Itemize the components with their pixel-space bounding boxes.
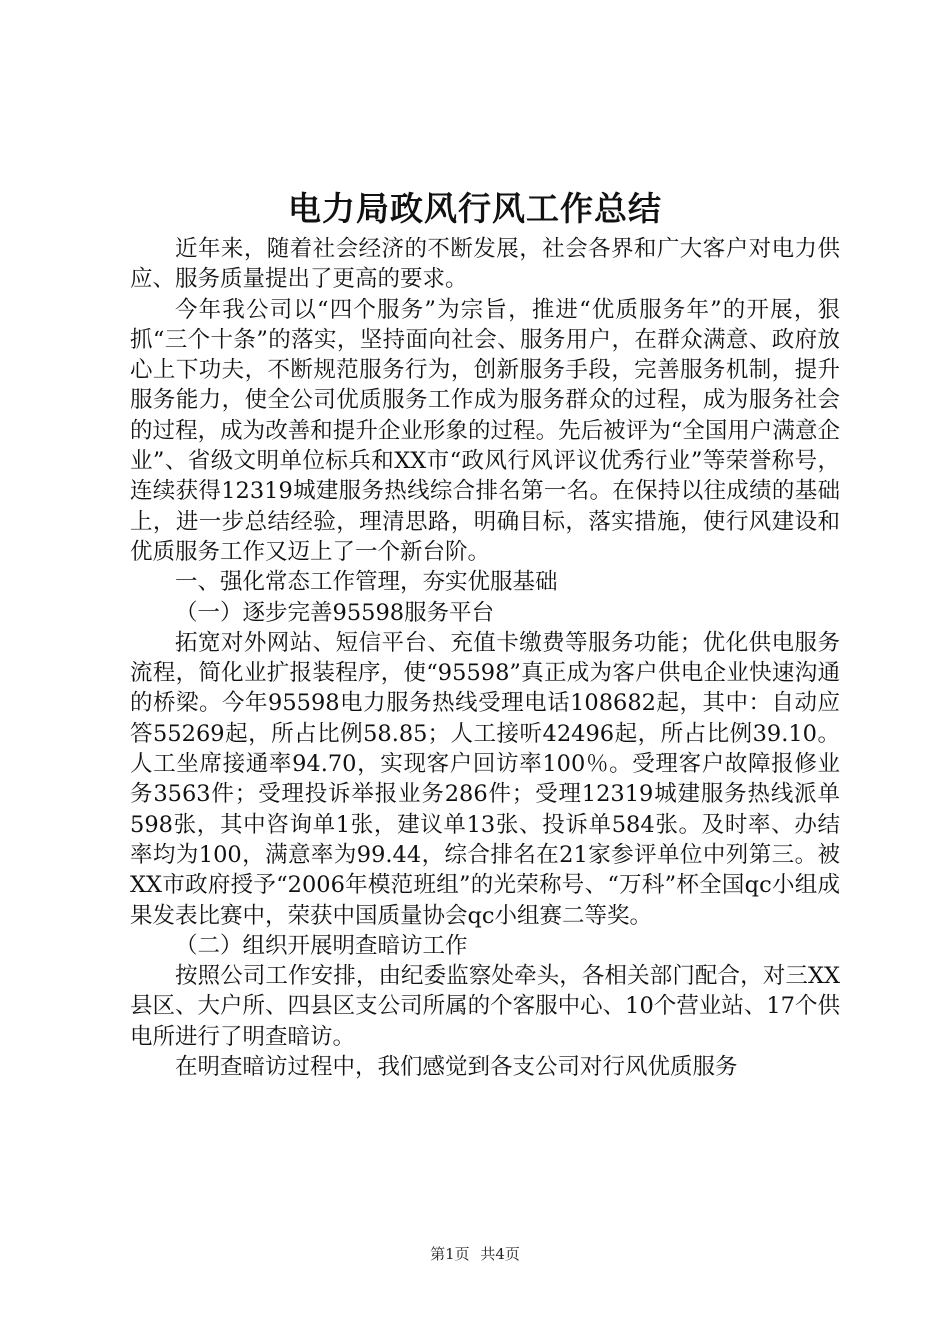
document-body [130, 234, 840, 1082]
page-total: 共4页 [480, 1245, 520, 1263]
paragraph-intro: 近年来，随着社会经济的不断发展，社会各界和广大客户对电力供应、服务质量提出了更高的要求。 [130, 236, 840, 293]
section-heading-1: 一、强化常态工作管理，夯实优服基础 [175, 569, 558, 596]
subsection-heading-2: （二）组织开展明查暗访工作 [175, 932, 468, 959]
paragraph-95598: 拓宽对外网站、短信平台、充值卡缴费等服务功能；优化供电服务流程，简化业扩报装程序，使“95598”真正成为客户供电企业快速沟通的桥梁。今年95598电力服务热线受理电话108682起，其中：自动应答55269起，所占比例58.85；人工接听42496起，所占比例39.10。人工坐席接通率94.70，实现客户回访率100％。受理客户故障报修业务3563件；受理投诉举报业务286件；受理12319城建服务热线派单598张，其中咨询单1张，建议单13张、投诉单584张。及时率、办结率均为100，满意率为99.44，综合排名在21家参评单位中列第三。被XX市政府授予“2006年模范班组”的光荣称号、“万科”杯全国qc小组成果发表比赛中，荣获中国质量协会qc小组赛二等奖。 [130, 629, 840, 929]
page-footer [0, 1242, 950, 1266]
paragraph-overview: 今年我公司以“四个服务”为宗旨，推进“优质服务年”的开展，狠抓“三个十条”的落实，坚持面向社会、服务用户，在群众满意、政府放心上下功夫，不断规范服务行为，创新服务手段，完善服务机制，提升服务能力，使全公司优质服务工作成为服务群众的过程，成为服务社会的过程，成为改善和提升企业形象的过程。先后被评为“全国用户满意企业”、省级文明单位标兵和XX市“政风行风评议优秀行业”等荣誉称号，连续获得12319城建服务热线综合排名第一名。在保持以往成绩的基础上，进一步总结经验，理清思路，明确目标，落实措施，使行风建设和优质服务工作又迈上了一个新台阶。 [130, 296, 840, 565]
paragraph-inspection-findings: 在明查暗访过程中，我们感觉到各支公司对行风优质服务 [175, 1054, 738, 1081]
page-number: 第1页 [430, 1245, 470, 1263]
subsection-heading-1: （一）逐步完善95598服务平台 [175, 599, 495, 626]
document-title: 电力局政风行风工作总结 [288, 189, 662, 228]
paragraph-inspection: 按照公司工作安排，由纪委监察处牵头，各相关部门配合，对三XX县区、大户所、四县区支公司所属的个客服中心、10个营业站、17个供电所进行了明查暗访。 [130, 963, 840, 1050]
